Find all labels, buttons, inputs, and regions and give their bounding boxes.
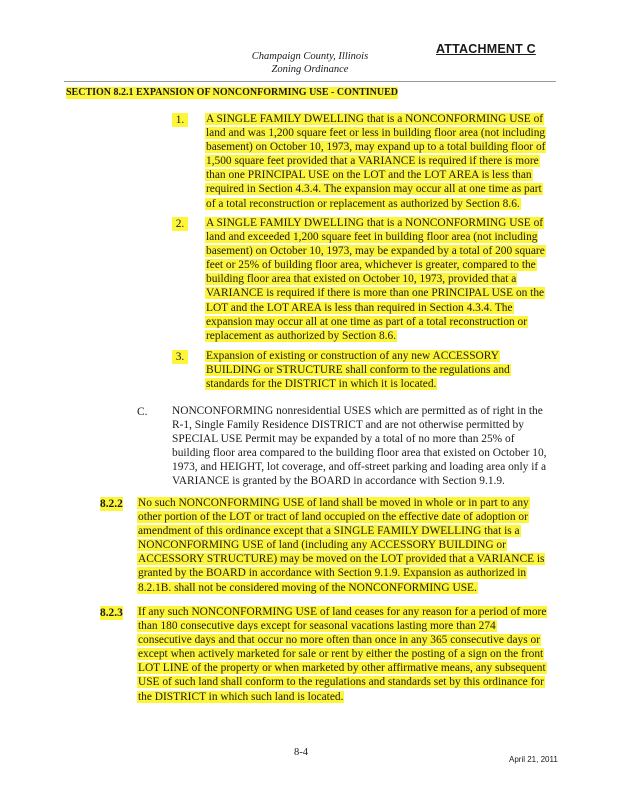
text-line (205, 197, 557, 211)
text-line-content: R-1, Single Family Residence DISTRICT and are not otherwise permitted by (172, 419, 524, 432)
text-line-content: replacement as authorized by Section 8.6. (206, 329, 397, 342)
text-line-content: of a total reconstruction or replacement as authorized by Section 8.6. (206, 197, 520, 210)
county-name: Champaign County, Illinois (251, 51, 369, 62)
text-line (172, 404, 562, 418)
attachment-label: ATTACHMENT C (436, 42, 536, 56)
text-line (172, 432, 562, 446)
text-line (205, 168, 557, 182)
item-c-text (172, 404, 562, 489)
text-line-content: basement) on October 10, 1973, may be expanded by a total of 200 square (206, 245, 545, 258)
text-line-content: NONCONFORMING USE of land (including any ACCESSORY BUILDING or (138, 539, 506, 552)
text-line (205, 112, 557, 126)
text-line (137, 633, 562, 647)
text-line (172, 460, 562, 474)
text-line-content: building floor area that existed on October 10, 1973, provided that a (206, 273, 517, 286)
text-line (205, 258, 557, 272)
text-line-content: granted by the BOARD in accordance with Section 9.1.9. Expansion as authorized in (138, 567, 527, 580)
text-line (137, 496, 562, 510)
text-line-content: consecutive days and that occur no more often than once in any 365 consecutive days or (138, 634, 541, 647)
text-line-content: If any such NONCONFORMING USE of land ceases for any reason for a period of more (138, 606, 547, 618)
section-823-lines (137, 605, 562, 704)
text-line (205, 244, 557, 258)
text-line (137, 510, 562, 524)
section-822-text (137, 496, 562, 595)
text-line (205, 140, 557, 154)
text-line (205, 182, 557, 196)
text-line-content: expansion may occur all at one time as part of a total reconstruction or (206, 315, 528, 328)
text-line-content: SPECIAL USE Permit may be expanded by a total of no more than 25% of (172, 433, 515, 446)
text-line (137, 581, 562, 595)
text-line-content: than 180 consecutive days except for seasonal vacations lasting more than 274 (138, 620, 496, 633)
item-2-lines (205, 216, 557, 343)
text-line (137, 605, 562, 619)
text-line (205, 230, 557, 244)
text-line-content: LOT and the LOT AREA is less than required in Section 4.3.4. The (206, 301, 513, 314)
text-line (137, 647, 562, 661)
text-line-content: A SINGLE FAMILY DWELLING that is a NONCONFORMING USE of (206, 113, 544, 125)
text-line-content: ACCESSORY STRUCTURE) may be moved on the LOT provided that a VARIANCE is (138, 553, 545, 566)
text-line-content: 1,500 square feet provided that a VARIANCE is required if there is more (206, 155, 539, 168)
item-2-number: 2. (172, 217, 188, 231)
text-line (172, 474, 562, 488)
text-line (205, 126, 557, 140)
text-line-content: land and exceeded 1,200 square feet in building floor area (not including (206, 231, 538, 244)
text-line-content: VARIANCE is granted by the BOARD in accordance with Section 9.1.9. (172, 475, 505, 488)
header-rule (64, 81, 556, 82)
text-line-content: USE of such land shall conform to the regulations and standards set by this ordinance for (138, 676, 544, 689)
text-line-content: 8.2.1B. shall not be considered moving of the NONCONFORMING USE. (138, 581, 477, 594)
text-line-content: other portion of the LOT or tract of land occupied on the effective date of adoption or (138, 511, 528, 524)
text-line-content: building floor area compared to the building floor area that existed on October 10, (172, 447, 547, 460)
section-822-lines (137, 496, 562, 595)
item-c-letter: C. (137, 406, 148, 418)
text-line (205, 286, 557, 300)
text-line (137, 566, 562, 580)
text-line (205, 301, 557, 315)
item-c-lines (172, 404, 562, 489)
text-line (205, 272, 557, 286)
text-line-content: land and was 1,200 square feet or less in building floor area (not including (206, 127, 546, 140)
item-3-text (205, 349, 557, 391)
text-line-content: except when actively marketed for sale or rent by either the posting of a sign on the front (138, 648, 544, 661)
page-header (200, 50, 420, 76)
text-line-content: NONCONFORMING nonresidential USES which are permitted as of right in the (172, 405, 543, 417)
item-1-number: 1. (172, 113, 188, 127)
text-line (172, 446, 562, 460)
ordinance-name: Zoning Ordinance (271, 64, 349, 75)
text-line (205, 315, 557, 329)
revision-date: April 21, 2011 (509, 755, 558, 764)
text-line (205, 349, 557, 363)
text-line (205, 329, 557, 343)
text-line-content: standards for the DISTRICT in which it is located. (206, 378, 437, 391)
text-line (137, 538, 562, 552)
section-823-number: 8.2.3 (100, 607, 123, 619)
text-line (137, 552, 562, 566)
text-line (205, 377, 557, 391)
item-3-lines (205, 349, 557, 391)
page-number: 8-4 (294, 747, 308, 758)
text-line (172, 418, 562, 432)
text-line (137, 619, 562, 633)
text-line-content: amendment of this ordinance except that a SINGLE FAMILY DWELLING that is a (138, 525, 520, 538)
text-line-content: VARIANCE is required if there is more than one PRINCIPAL USE on the (206, 287, 545, 300)
text-line-content: No such NONCONFORMING USE of land shall be moved in whole or in part to any (138, 497, 529, 509)
text-line (137, 675, 562, 689)
item-3-number: 3. (172, 350, 188, 364)
text-line (205, 154, 557, 168)
text-line-content: than one PRINCIPAL USE on the LOT and the LOT AREA is less than (206, 169, 532, 182)
text-line (205, 363, 557, 377)
text-line (205, 216, 557, 230)
item-1-lines (205, 112, 557, 211)
text-line-content: required in Section 4.3.4. The expansion may occur all at one time as part (206, 183, 542, 196)
text-line-content: Expansion of existing or construction of any new ACCESSORY (206, 350, 499, 362)
text-line-content: 1973, and HEIGHT, lot coverage, and off-street parking and loading area only if a (172, 461, 547, 474)
section-823-text (137, 605, 562, 704)
text-line (137, 661, 562, 675)
text-line-content: the DISTRICT in which such land is located. (138, 690, 344, 703)
text-line-content: BUILDING or STRUCTURE shall conform to the regulations and (206, 364, 510, 377)
text-line-content: A SINGLE FAMILY DWELLING that is a NONCONFORMING USE of (206, 217, 544, 229)
text-line-content: LOT LINE of the property or when marketed by other affirmative means, any subsequent (138, 662, 546, 675)
text-line-content: basement) on October 10, 1973, may expand up to a total building floor of (206, 141, 546, 154)
text-line (137, 690, 562, 704)
section-heading: SECTION 8.2.1 EXPANSION OF NONCONFORMING USE - CONTINUED (66, 87, 398, 98)
section-822-number: 8.2.2 (100, 498, 123, 510)
item-2-text (205, 216, 557, 343)
item-1-text (205, 112, 557, 211)
text-line-content: feet or 25% of building floor area, whichever is greater, compared to the (206, 259, 536, 272)
text-line (137, 524, 562, 538)
